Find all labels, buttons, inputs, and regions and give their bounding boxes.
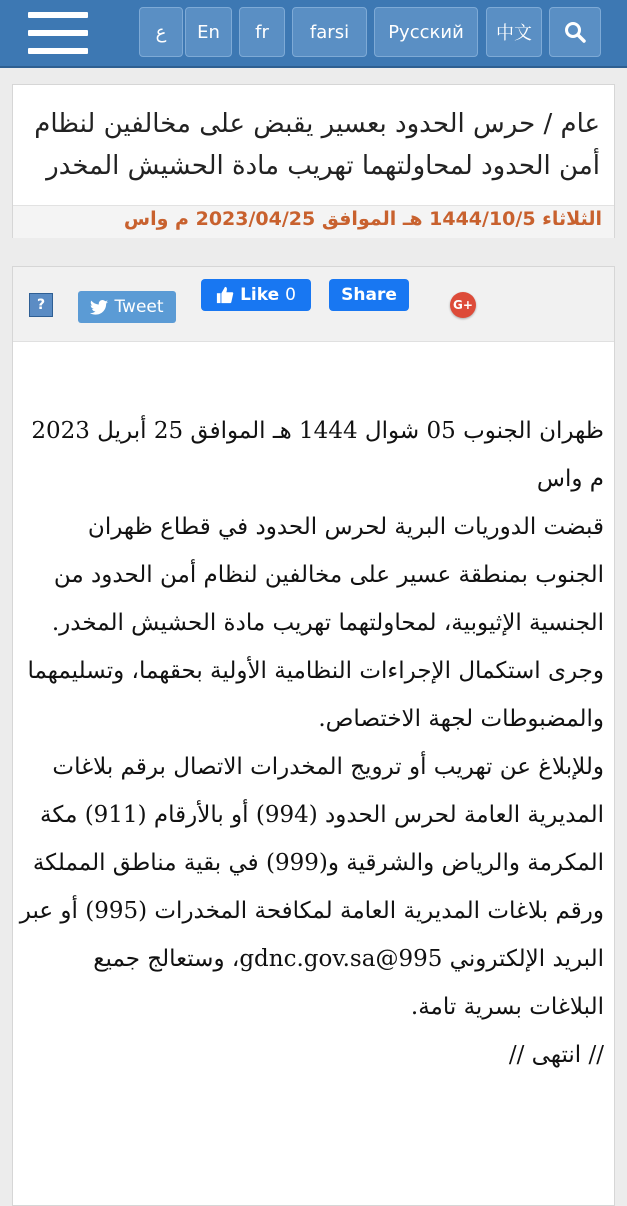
article-content-card <box>12 266 615 1206</box>
top-navigation-bar <box>0 0 627 68</box>
share-toolbar <box>13 267 614 342</box>
like-count: 0 <box>285 285 296 305</box>
thumbs-up-icon <box>216 286 234 304</box>
twitter-bird-icon <box>90 300 108 315</box>
article-paragraph: قبضت الدوريات البرية لحرس الحدود في قطاع ظهران الجنوب بمنطقة عسير على مخالفين لنظام أمن الحدود من الجنسية الإثيوبية، لمحاولتهما تهريب مادة الحشيش المخدر. <box>51 514 604 636</box>
lang-arabic-button[interactable]: ع <box>139 7 183 57</box>
lang-french-button[interactable]: fr <box>239 7 285 57</box>
article-dateline: ظهران الجنوب 05 شوال 1444 هـ الموافق 25 أبريل 2023 م واس <box>31 418 604 492</box>
article-date: الثلاثاء 1444/10/5 هـ الموافق 2023/04/25 م واس <box>123 208 602 230</box>
article-header-card <box>12 84 615 238</box>
google-plus-icon[interactable]: G+ <box>450 292 476 318</box>
help-icon[interactable]: ? <box>29 293 53 317</box>
facebook-like-button[interactable] <box>201 279 311 311</box>
search-button[interactable] <box>549 7 601 57</box>
like-label: Like <box>240 285 280 305</box>
tweet-button[interactable] <box>78 291 176 323</box>
lang-russian-button[interactable]: Русский <box>374 7 478 57</box>
search-icon <box>564 21 586 43</box>
tweet-label: Tweet <box>114 297 164 317</box>
lang-chinese-button[interactable]: 中文 <box>486 7 542 57</box>
article-body <box>19 407 604 1079</box>
article-title: عام / حرس الحدود بعسير يقبض على مخالفين لنظام أمن الحدود لمحاولتهما تهريب مادة الحشيش المخدر <box>34 109 600 181</box>
article-date-bar <box>13 205 614 238</box>
facebook-share-button[interactable]: Share <box>329 279 409 311</box>
article-end-marker: // انتهى // <box>508 1042 604 1068</box>
lang-farsi-button[interactable]: farsi <box>292 7 367 57</box>
hamburger-menu-icon[interactable] <box>22 8 94 58</box>
lang-english-button[interactable]: En <box>185 7 232 57</box>
article-paragraph: وجرى استكمال الإجراءات النظامية الأولية بحقهما، وتسليمهما والمضبوطات لجهة الاختصاص. <box>27 658 604 732</box>
article-paragraph: وللإبلاغ عن تهريب أو ترويج المخدرات الاتصال برقم بلاغات المديرية العامة لحرس الحدود (994) أو بالأرقام (911) مكة المكرمة والرياض والشرقية و(999) في بقية مناطق المملكة ورقم بلاغات المديرية العامة لمكافحة المخدرات (995) أو عبر البريد الإلكتروني 995@gdnc.gov.sa، وستعالج جميع البلاغات بسرية تامة. <box>19 754 604 1020</box>
